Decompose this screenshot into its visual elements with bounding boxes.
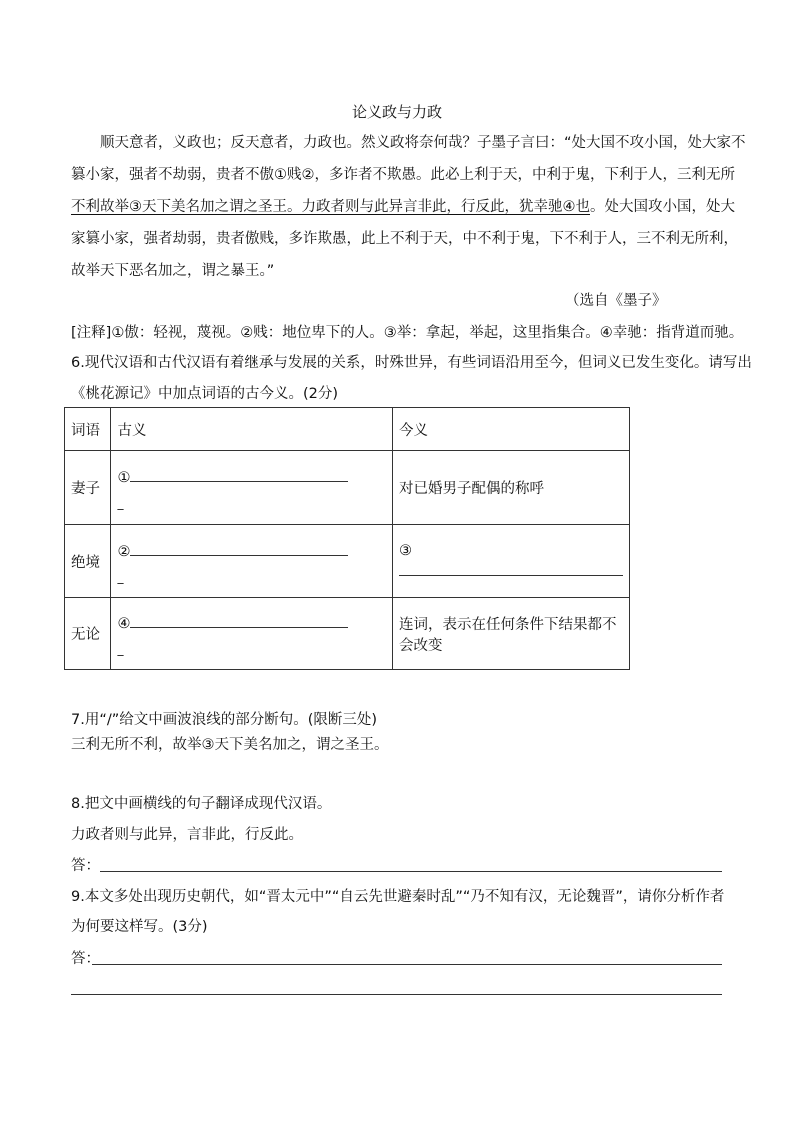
ancient-meaning-cell [111,598,393,670]
modern-meaning-cell [393,525,630,598]
blank-marker: ② [117,543,131,560]
question-6-line-2: 《桃花源记》中加点词语的古今义。(2分) [71,386,339,402]
ancient-meaning-cell [111,525,393,598]
underlined-sentence: 力政者则与此异言非此，行反此，犹幸驰④也 [301,199,590,215]
question-9-answer-label: 答： [71,951,100,967]
question-8-answer-label: 答： [71,858,100,874]
question-9-line-1: 9.本文多处出现历史朝代，如“晋太元中”“自云先世避秦时乱”“乃不知有汉，无论魏晋”，请你分析作者 [71,889,725,905]
dash-mark: _ [117,496,124,510]
answer-blank-4[interactable] [130,611,348,628]
question-8-answer-line[interactable] [100,871,722,872]
question-9-answer-line-2[interactable] [71,994,722,995]
modern-meaning-cell: 连词，表示在任何条件下结果都不会改变 [393,598,630,670]
table-word: 妻子 [65,451,111,525]
question-6-line-1: 6.现代汉语和古代汉语有着继承与发展的关系，时殊世异，有些词语沿用至今，但词义已发生变化。请写出 [71,355,752,371]
table-header-row [65,408,630,451]
dash-mark: _ [117,569,124,584]
word-meaning-table [64,407,630,670]
header-ancient-meaning: 古义 [111,408,393,451]
table-row [65,525,630,598]
blank-marker: ④ [117,616,131,632]
answer-blank-3[interactable] [399,559,623,576]
question-8-line-1: 8.把文中画横线的句子翻译成现代汉语。 [71,796,332,812]
dash-mark: _ [117,642,124,656]
passage-line-3-rest: 。处大国攻小国，处大 [590,199,735,215]
wavy-underlined-text: 不利故举③天下美名加之谓之圣王。 [71,199,302,215]
header-modern-meaning: 今义 [393,408,630,451]
passage-line-5: 故举天下恶名加之，谓之暴王。” [71,263,275,279]
table-row [65,598,630,670]
passage-line-1: 顺天意者，义政也；反天意者，力政也。然义政将奈何哉？子墨子言曰：“处大国不攻小国，处大家不 [100,135,746,151]
blank-marker: ③ [399,542,412,559]
passage-line-4: 家篡小家，强者劫弱，贵者傲贱，多诈欺愚，此上不利于天，中不利于鬼，下不利于人，三不利无所利， [71,231,738,247]
passage-line-2: 篡小家，强者不劫弱，贵者不傲①贱②，多诈者不欺愚。此必上利于天，中利于鬼，下利于人，三利无所 [71,167,735,183]
ancient-meaning-cell [111,451,393,525]
blank-marker: ① [117,470,131,486]
question-8-line-2: 力政者则与此异，言非此，行反此。 [71,827,303,843]
passage-notes: [注释]①傲：轻视，蔑视。②贱：地位卑下的人。③举：拿起，举起，这里指集合。④幸驰：指背道而驰。 [71,325,744,341]
header-word: 词语 [65,408,111,451]
passage-title: 论义政与力政 [351,103,442,121]
question-7-line-1: 7.用“/”给文中画波浪线的部分断句。(限断三处) [71,712,378,728]
passage-source: （选自《墨子》 [565,293,667,309]
modern-meaning-cell: 对已婚男子配偶的称呼 [393,451,630,525]
passage-line-3 [71,197,735,217]
question-9-answer-line-1[interactable] [92,964,722,965]
answer-blank-1[interactable] [130,465,348,482]
answer-blank-2[interactable] [130,539,348,556]
table-row [65,451,630,525]
table-word: 无论 [65,598,111,670]
table-word: 绝境 [65,525,111,598]
question-7-line-2: 三利无所不利，故举③天下美名加之，谓之圣王。 [71,737,389,753]
question-9-line-2: 为何要这样写。(3分) [71,919,208,935]
